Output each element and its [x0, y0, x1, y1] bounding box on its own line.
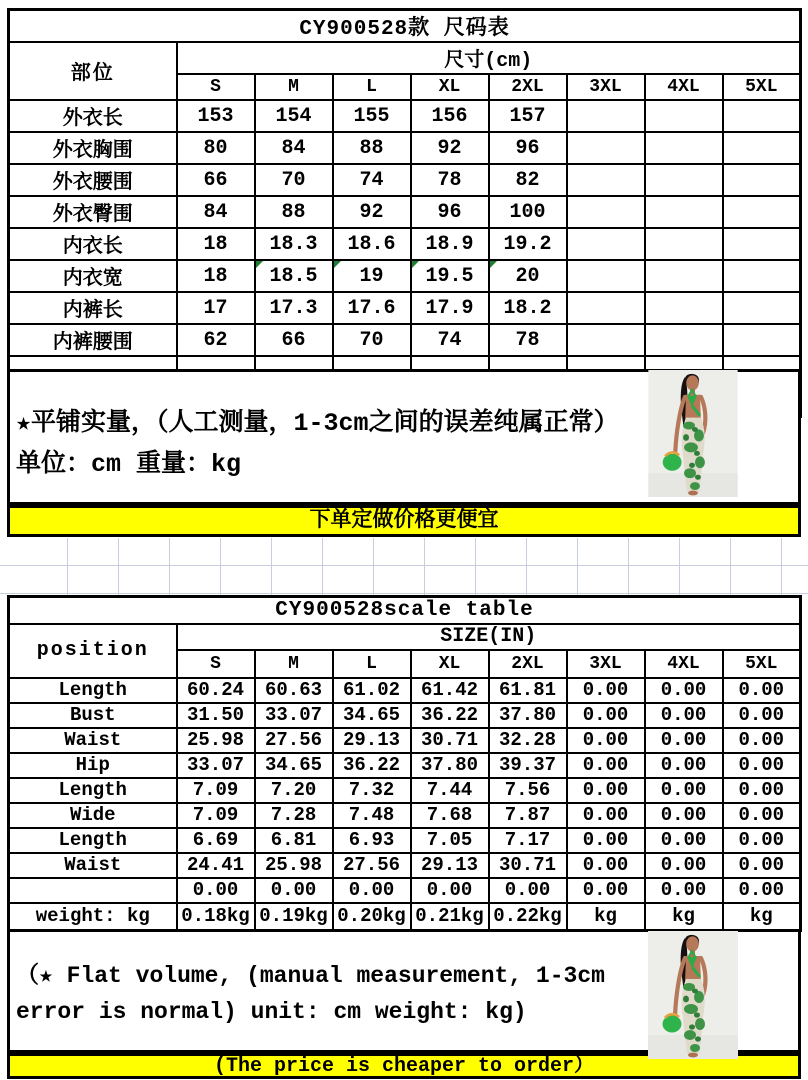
table-cell: 74 [333, 164, 411, 196]
size-table-cn [7, 8, 802, 418]
size-col-3XL: 3XL [567, 74, 645, 100]
size-col-M: M [255, 650, 333, 678]
table-row [9, 828, 801, 853]
table-cell: 0.18kg [177, 903, 255, 931]
size-col-2XL: 2XL [489, 74, 567, 100]
table-cell: 66 [177, 164, 255, 196]
row-label: Length [9, 778, 177, 803]
table-cell: 30.71 [489, 853, 567, 878]
table-row [9, 728, 801, 753]
promo-banner-en: (The price is cheaper to order） [7, 1053, 801, 1079]
table-cell: 7.20 [255, 778, 333, 803]
table-cell: kg [567, 903, 645, 931]
table-cell: kg [723, 903, 801, 931]
table-cell: 60.63 [255, 678, 333, 703]
table-cell [645, 260, 723, 292]
table-cell [723, 100, 801, 132]
table-cell: 61.42 [411, 678, 489, 703]
table-cell: 7.28 [255, 803, 333, 828]
table-cell: 0.00 [645, 678, 723, 703]
table-cell: 18.5 [255, 260, 333, 292]
table-cell: 37.80 [411, 753, 489, 778]
table-cell: 0.00 [723, 878, 801, 903]
size-col-S: S [177, 74, 255, 100]
table-cell: 18 [177, 228, 255, 260]
table-row [9, 100, 801, 132]
table-cell: 74 [411, 324, 489, 356]
table-row [9, 753, 801, 778]
size-col-M: M [255, 74, 333, 100]
table-cell: 7.44 [411, 778, 489, 803]
table-row [9, 878, 801, 903]
table-cell: 0.00 [723, 678, 801, 703]
table-cell: 153 [177, 100, 255, 132]
table-cell: 66 [255, 324, 333, 356]
table-cell: 18.2 [489, 292, 567, 324]
table-cell: 0.00 [645, 828, 723, 853]
row-label: weight: kg [9, 903, 177, 931]
size-col-5XL: 5XL [723, 650, 801, 678]
table-cell: 7.68 [411, 803, 489, 828]
table-cell: 33.07 [255, 703, 333, 728]
table-cell: 0.00 [723, 828, 801, 853]
table-cell: 0.00 [567, 778, 645, 803]
table-cell: 0.00 [177, 878, 255, 903]
table-cell: 6.69 [177, 828, 255, 853]
table-cell [723, 260, 801, 292]
table-cell: 0.00 [723, 778, 801, 803]
table-cell [645, 100, 723, 132]
size-col-4XL: 4XL [645, 74, 723, 100]
table-cell: 0.22kg [489, 903, 567, 931]
table-cell: 82 [489, 164, 567, 196]
table-cell: 18 [177, 260, 255, 292]
table-cell: 0.21kg [411, 903, 489, 931]
table-cell [645, 228, 723, 260]
table-cell: 7.32 [333, 778, 411, 803]
table-cell: 39.37 [489, 753, 567, 778]
spreadsheet-grid-gap [0, 538, 808, 595]
table-row [9, 803, 801, 828]
table-cell: 0.00 [489, 878, 567, 903]
row-label: Bust [9, 703, 177, 728]
table-cell: 19.5 [411, 260, 489, 292]
table-cell: 0.00 [567, 803, 645, 828]
table-title-en: CY900528scale table [9, 597, 801, 624]
table-cell: 78 [489, 324, 567, 356]
table-row [9, 132, 801, 164]
table-cell: 0.00 [645, 728, 723, 753]
table-cell [645, 324, 723, 356]
size-unit-header-en: SIZE(IN) [177, 624, 801, 650]
table-row [9, 853, 801, 878]
note-en-line2: error is normal) unit: cm weight: kg) [16, 999, 527, 1025]
table-cell: 27.56 [333, 853, 411, 878]
table-cell [723, 324, 801, 356]
row-label: 外衣腰围 [9, 164, 177, 196]
table-title-cn: CY900528款 尺码表 [9, 10, 801, 43]
row-label [9, 878, 177, 903]
size-col-4XL: 4XL [645, 650, 723, 678]
table-cell: kg [645, 903, 723, 931]
table-cell [645, 132, 723, 164]
table-cell: 7.56 [489, 778, 567, 803]
size-unit-header-cn: 尺寸(cm) [177, 42, 801, 74]
table-cell: 96 [411, 196, 489, 228]
table-cell [567, 196, 645, 228]
table-cell: 25.98 [177, 728, 255, 753]
table-cell: 0.00 [645, 753, 723, 778]
note-en-line1: （★ Flat volume, (manual measurement, 1-3cm [16, 963, 605, 989]
table-cell: 29.13 [411, 853, 489, 878]
table-cell [567, 132, 645, 164]
table-cell [723, 164, 801, 196]
row-label: 外衣胸围 [9, 132, 177, 164]
table-cell: 154 [255, 100, 333, 132]
table-cell: 27.56 [255, 728, 333, 753]
table-cell: 62 [177, 324, 255, 356]
table-cell: 0.00 [567, 753, 645, 778]
row-label: Waist [9, 853, 177, 878]
row-label: Waist [9, 728, 177, 753]
table-row [9, 164, 801, 196]
table-cell: 31.50 [177, 703, 255, 728]
table-cell: 19 [333, 260, 411, 292]
size-col-L: L [333, 650, 411, 678]
size-col-2XL: 2XL [489, 650, 567, 678]
table-cell: 0.00 [567, 828, 645, 853]
table-cell: 61.02 [333, 678, 411, 703]
table-cell: 0.00 [645, 703, 723, 728]
table-cell: 0.20kg [333, 903, 411, 931]
table-cell: 37.80 [489, 703, 567, 728]
size-col-5XL: 5XL [723, 74, 801, 100]
row-label: 内衣宽 [9, 260, 177, 292]
table-cell: 0.19kg [255, 903, 333, 931]
table-cell: 34.65 [333, 703, 411, 728]
table-cell: 156 [411, 100, 489, 132]
table-cell: 0.00 [645, 803, 723, 828]
table-cell: 0.00 [645, 853, 723, 878]
row-label: 外衣长 [9, 100, 177, 132]
table-cell: 78 [411, 164, 489, 196]
table-cell: 20 [489, 260, 567, 292]
table-row [9, 903, 801, 931]
table-cell: 88 [255, 196, 333, 228]
table-row [9, 292, 801, 324]
table-cell [723, 196, 801, 228]
row-label: Hip [9, 753, 177, 778]
table-cell: 32.28 [489, 728, 567, 753]
row-label: 外衣臀围 [9, 196, 177, 228]
table-cell: 7.09 [177, 778, 255, 803]
row-label: 内衣长 [9, 228, 177, 260]
table-cell: 0.00 [645, 778, 723, 803]
table-cell: 24.41 [177, 853, 255, 878]
table-cell: 19.2 [489, 228, 567, 260]
table-cell: 33.07 [177, 753, 255, 778]
table-cell [645, 196, 723, 228]
size-col-XL: XL [411, 650, 489, 678]
table-cell: 100 [489, 196, 567, 228]
table-cell: 17.9 [411, 292, 489, 324]
table-cell: 17.3 [255, 292, 333, 324]
table-cell [645, 292, 723, 324]
row-label: Length [9, 828, 177, 853]
table-cell: 157 [489, 100, 567, 132]
size-col-3XL: 3XL [567, 650, 645, 678]
table-cell: 6.93 [333, 828, 411, 853]
table-cell: 0.00 [567, 678, 645, 703]
table-row [9, 260, 801, 292]
size-table-en [7, 595, 802, 932]
table-cell: 18.9 [411, 228, 489, 260]
table-cell [567, 228, 645, 260]
table-cell [723, 228, 801, 260]
table-cell: 6.81 [255, 828, 333, 853]
table-cell [567, 260, 645, 292]
model-photo [648, 931, 738, 1059]
table-cell: 88 [333, 132, 411, 164]
table-cell: 7.17 [489, 828, 567, 853]
table-cell [723, 132, 801, 164]
size-table-en-body [9, 678, 801, 931]
table-cell: 0.00 [723, 728, 801, 753]
table-cell: 0.00 [645, 878, 723, 903]
table-cell: 25.98 [255, 853, 333, 878]
table-cell [723, 292, 801, 324]
table-cell: 0.00 [723, 853, 801, 878]
table-cell: 0.00 [567, 703, 645, 728]
table-cell: 80 [177, 132, 255, 164]
table-cell [645, 164, 723, 196]
part-header-en: position [9, 624, 177, 678]
table-cell: 18.6 [333, 228, 411, 260]
size-col-L: L [333, 74, 411, 100]
table-cell: 155 [333, 100, 411, 132]
table-row [9, 703, 801, 728]
table-cell: 17.6 [333, 292, 411, 324]
table-cell: 36.22 [411, 703, 489, 728]
table-cell: 0.00 [723, 803, 801, 828]
table-cell: 30.71 [411, 728, 489, 753]
table-cell: 0.00 [567, 878, 645, 903]
table-cell: 61.81 [489, 678, 567, 703]
promo-banner-cn: 下单定做价格更便宜 [7, 505, 801, 537]
table-cell: 0.00 [255, 878, 333, 903]
table-cell: 7.09 [177, 803, 255, 828]
table-cell [567, 324, 645, 356]
table-cell: 0.00 [723, 753, 801, 778]
table-cell: 7.48 [333, 803, 411, 828]
table-row [9, 324, 801, 356]
table-row [9, 778, 801, 803]
table-row [9, 196, 801, 228]
table-cell: 0.00 [567, 853, 645, 878]
table-cell: 96 [489, 132, 567, 164]
note-cn-line2: 单位：cm 重量：kg [16, 450, 242, 479]
table-cell: 0.00 [411, 878, 489, 903]
table-cell: 18.3 [255, 228, 333, 260]
table-row [9, 678, 801, 703]
table-cell: 60.24 [177, 678, 255, 703]
table-cell [567, 292, 645, 324]
table-cell: 7.05 [411, 828, 489, 853]
table-cell: 0.00 [723, 703, 801, 728]
row-label: Length [9, 678, 177, 703]
table-cell: 0.00 [567, 728, 645, 753]
table-row [9, 228, 801, 260]
table-cell: 92 [333, 196, 411, 228]
size-col-XL: XL [411, 74, 489, 100]
table-cell [567, 164, 645, 196]
table-cell: 36.22 [333, 753, 411, 778]
table-cell: 92 [411, 132, 489, 164]
model-photo [648, 370, 738, 497]
note-cn-line1: ★平铺实量，（人工测量，1-3cm之间的误差纯属正常） [16, 409, 619, 438]
table-cell: 17 [177, 292, 255, 324]
table-cell: 34.65 [255, 753, 333, 778]
table-cell: 84 [177, 196, 255, 228]
table-cell: 0.00 [333, 878, 411, 903]
row-label: 内裤腰围 [9, 324, 177, 356]
row-label: 内裤长 [9, 292, 177, 324]
table-cell: 29.13 [333, 728, 411, 753]
size-col-S: S [177, 650, 255, 678]
table-cell: 70 [333, 324, 411, 356]
row-label: Wide [9, 803, 177, 828]
table-cell: 70 [255, 164, 333, 196]
table-cell [567, 100, 645, 132]
table-cell: 84 [255, 132, 333, 164]
table-cell: 7.87 [489, 803, 567, 828]
part-header-cn: 部位 [9, 42, 177, 100]
